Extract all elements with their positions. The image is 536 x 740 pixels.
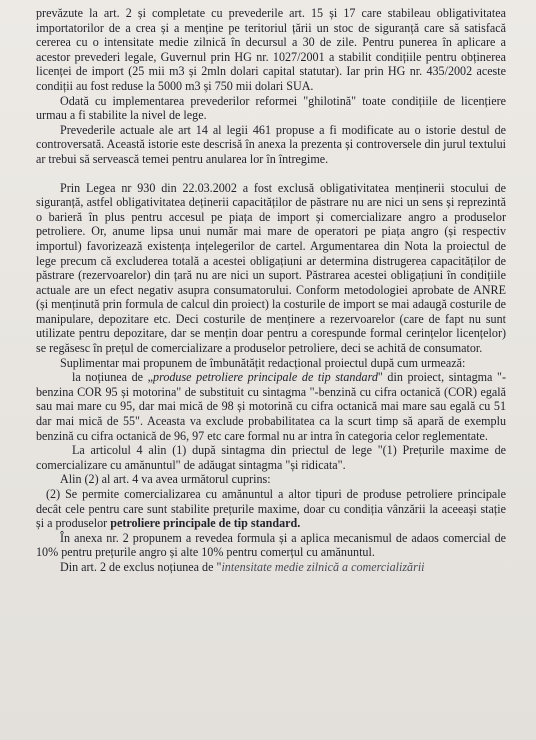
alin2-bold-term: petroliere principale de tip standard. [110, 516, 301, 531]
paragraph-article4-alin2-intro: Alin (2) al art. 4 va avea următorul cuprins: [60, 472, 271, 487]
paragraph-standard-products-definition [36, 370, 506, 443]
paragraph-guillotine-reform: Odată cu implementarea prevederilor reformei "ghilotină" toate condițiile de licențiere urmau a fi stabilite la nivel de lege. [36, 93, 506, 123]
paragraph-law-930: Prin Legea nr 930 din 22.03.2002 a fost exclusă obligativitatea menținerii stocului de siguranță, astfel obligativitatea deținerii capacităților de păstrare nu are nici un sens și reprezintă o barieră în plus pentru accesul pe piața de import și comercializare angro a produselor petroliere. Or, anume lipsa unui număr mai mare de operatori pe piața angro (și respectiv importul) favorizează existența ințelegerilor de cartel. Argumentarea din Nota la proiectul de lege precum că excluderea totală a acestei obligațiuni ar determina distrugerea capacităților de păstrare (rezervoarelor) din țară nu are nici un suport. Păstrarea acestei obligațiuni în condițiile actuale are un efect negativ asupra consumatorului. Conform metodologiei aprobate de ANRE (și menținută prin formula de calcul din proiect) la costurile de import se mai adaugă costurile de manipulare, depozitare etc. Deci costurile de menținere a rezervoarelor (care de fapt nu sunt utilizate pentru depozitare, dar se mențin doar pentru a corespunde formal cerințelor licențelor) se regăsesc în prețul de comercializare a produselor petroliere, deci se achită de consumator. [36, 180, 506, 356]
document-body [36, 6, 506, 575]
paragraph-annex2-markup: În anexa nr. 2 propunem a revedea formula și a aplica mecanismul de adaos comercial de 10% pentru prețurile angro și alte 10% pentru comerțul cu amănuntul. [36, 530, 506, 560]
paragraph-art2-exclusion [36, 560, 506, 575]
alin2-text: (2) Se permite comercializarea cu amănuntul a altor tipuri de produse petroliere principale decât cele pentru care sunt stabilite prețurile maxime, doar cu condiția vânzării la aceeași stație și a produselor [36, 487, 506, 531]
excluded-term: intensitate medie zilnică a comercializării [221, 559, 425, 574]
defined-term-standard-products: produse petroliere principale de tip standard [153, 370, 378, 385]
exclusion-lead: Din art. 2 de exclus noțiunea de " [60, 559, 222, 574]
paragraph-license-history: prevăzute la art. 2 și completate cu prevederile art. 15 și 17 care stabileau obligativitatea importatorilor de a crea și a menține pe teritoriul țării un stoc de siguranță care să satisfacă cererea cu o intensitate medie zilnică în decursul a 30 de zile. Pentru punerea în aplicare a acestor prevederi legale, Guvernul prin HG nr. 1027/2001 a stabilit condițiile pentru obținerea licenței de import (25 mii m3 și 2mln dolari capital statutar). Iar prin HG nr. 435/2002 aceste condiții au fost reduse la 5000 m3 și 750 mii dolari SUA. [36, 6, 506, 93]
definition-lead: la noțiunea de „ [72, 370, 154, 385]
paragraph-article4-alin1: La articolul 4 alin (1) după sintagma din priectul de lege "(1) Prețurile maxime de comercializare cu amănuntul" de adăugat sintagma "și ridicata". [36, 443, 506, 472]
paragraph-art14-controversy: Prevederile actuale ale art 14 al legii 461 propuse a fi modificate au o istorie destul de controversată. Această istorie este descrisă în anexa la prezenta și controversele din jurul textului ar trebui să servească temei pentru anularea lor în întregime. [36, 122, 506, 166]
paragraph-article4-alin2-content [36, 487, 506, 531]
definition-body: " din proiect, sintagma "- benzina COR 95 și motorina" de substituit cu sintagma "-benzină cu cifra octanică (COR) egală sau mai mare cu 95, dar mai mică de 98 și motorină cu cifra octanică mai mare sau egală cu 51 dar mai mică de 55". Aceasta va exclude probabilitatea ca la scurt timp să apară de exemplu benzină cu cifra octanică de 96, 97 etc care formal nu ar intra în categoria celor reglementate. [36, 370, 506, 443]
paragraph-proposals-intro: Suplimentar mai propunem de îmbunătățit redacțional proiectul după cum urmează: [60, 355, 466, 370]
